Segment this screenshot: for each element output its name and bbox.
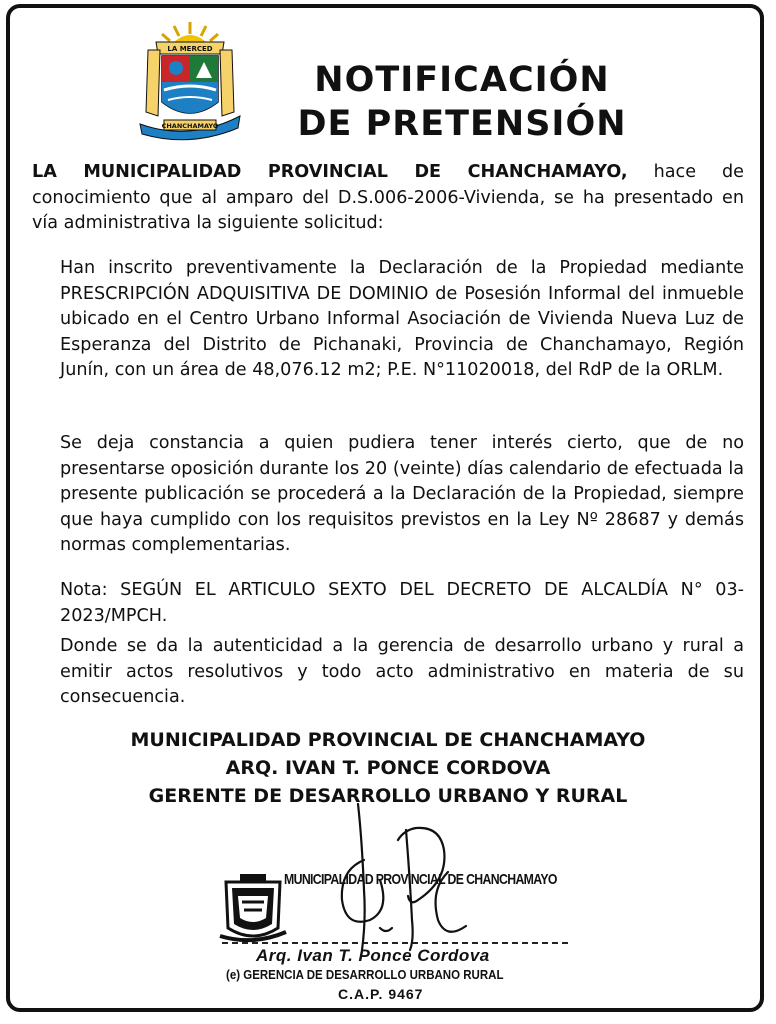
stamp-institution: MUNICIPALIDAD PROVINCIAL DE CHANCHAMAYO [284,871,557,888]
stamp-office: (e) GERENCIA DE DESARROLLO URBANO RURAL [226,968,504,982]
paragraph-notice: Se deja constancia a quien pudiera tener interés cierto, que de no presentarse oposición durante los 20 (veinte) días calendario de efectuada la presente publicación se procederá a la Declaración de la Propiedad, siempre que haya cumplido con los requisitos previstos en la Ley Nº 28687 y demás normas complementarias. [60,433,744,555]
signature-institution: MUNICIPALIDAD PROVINCIAL DE CHANCHAMAYO [130,729,646,751]
logo-bottom-text: CHANCHAMAYO [161,122,219,130]
stamp-cap-number: C.A.P. 9467 [338,986,424,1002]
intro-paragraph [32,160,744,237]
title-line-1: NOTIFICACIÓN [314,60,610,100]
page-title [262,58,662,146]
paragraph-authenticity: Donde se da la autenticidad a la gerencia de desarrollo urbano y rural a emitir actos resolutivos y todo acto administrativo en materia de su consecuencia. [60,636,744,707]
signature-person: ARQ. IVAN T. PONCE CORDOVA [225,757,551,779]
stamp-person-name: Arq. Ivan T. Ponce Cordova [256,946,490,965]
paragraph-declaration: Han inscrito preventivamente la Declaración de la Propiedad mediante PRESCRIPCIÓN ADQUISITIVA DE DOMINIO de Posesión Informal del inmueble ubicado en el Centro Urbano Informal Asociación de Vivienda Nueva Luz de Esperanza del Distrito de Pichanaki, Provincia de Chanchamayo, Región Junín, con un área de 48,076.12 m2; P.E. N°11020018, del RdP de la ORLM. [60,258,744,380]
stamp-seal-icon [218,872,288,944]
signature-position: GERENTE DE DESARROLLO URBANO Y RURAL [148,785,628,807]
signature-heading [0,726,776,810]
municipal-coat-of-arms-icon [134,20,246,142]
title-line-2: DE PRETENSIÓN [297,104,627,144]
handwritten-signature-icon [320,800,490,960]
intro-text: hace de conocimiento que al amparo del D.S.006-2006-Vivienda, se ha presentado en vía administrativa la siguiente solicitud: [32,162,744,233]
logo-top-text: LA MERCED [167,45,213,53]
issuer-name: LA MUNICIPALIDAD PROVINCIAL DE CHANCHAMAYO, [32,162,628,182]
paragraph-note: Nota: SEGÚN EL ARTICULO SEXTO DEL DECRETO DE ALCALDÍA N° 03-2023/MPCH. [60,580,744,626]
